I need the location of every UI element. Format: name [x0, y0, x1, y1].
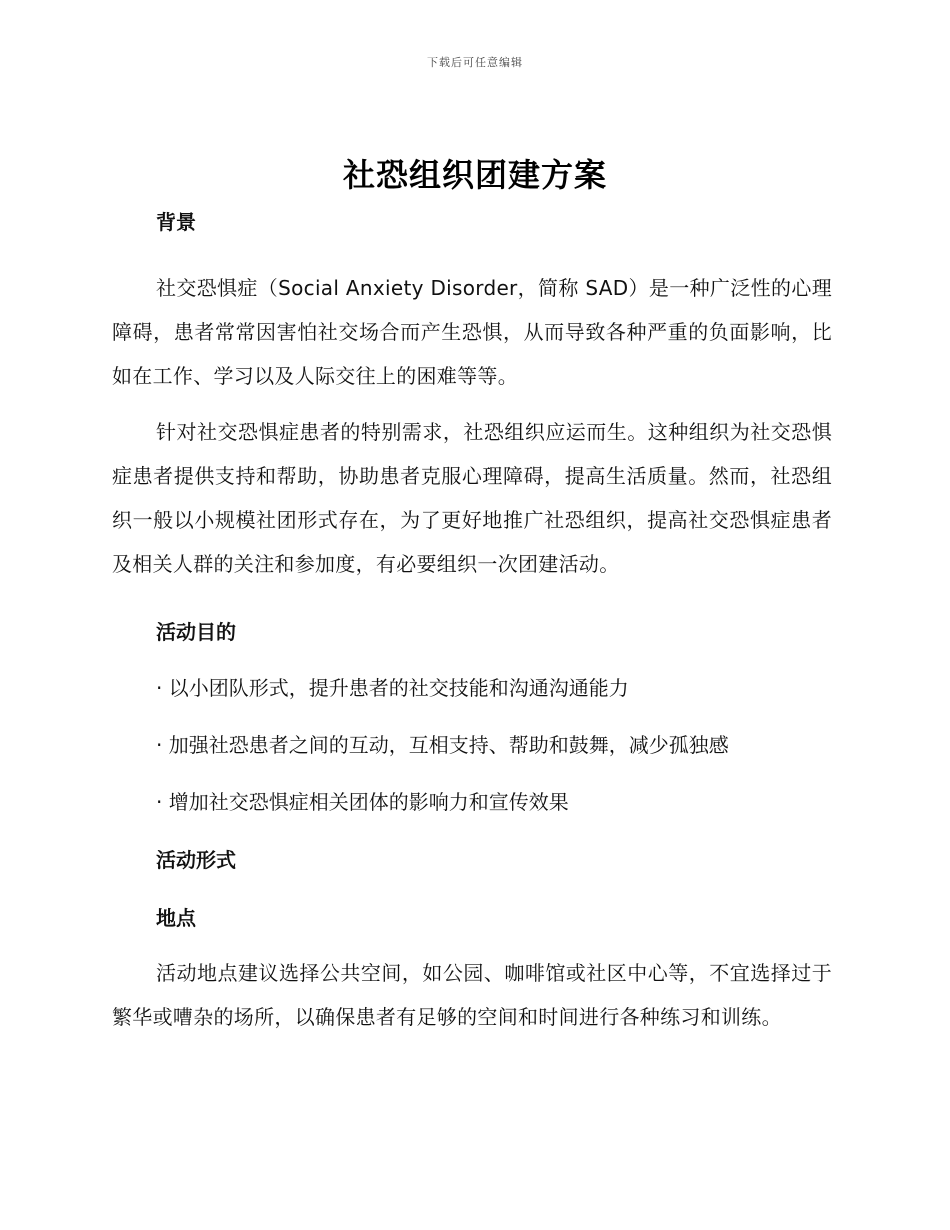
- paragraph-background-1: 社交恐惧症（Social Anxiety Disorder，简称 SAD）是一种广泛性的心理障碍，患者常常因害怕社交场合而产生恐惧，从而导致各种严重的负面影响，比如在工作、学习以及人际交往上的困难等等。: [112, 276, 832, 388]
- header-note: 下载后可任意编辑: [427, 56, 523, 69]
- document-body: [112, 196, 832, 1051]
- purpose-item-2: · 加强社恐患者之间的互动，互相支持、帮助和鼓舞，减少孤独感: [156, 733, 729, 757]
- paragraph-location: 活动地点建议选择公共空间，如公园、咖啡馆或社区中心等，不宜选择过于繁华或嘈杂的场所，以确保患者有足够的空间和时间进行各种练习和训练。: [112, 961, 832, 1029]
- purpose-item-3: · 增加社交恐惧症相关团体的影响力和宣传效果: [156, 790, 569, 814]
- purpose-item-1: · 以小团队形式，提升患者的社交技能和沟通沟通能力: [156, 676, 629, 700]
- document-title: 社恐组织团建方案: [342, 156, 607, 194]
- section-heading-form: 活动形式: [156, 848, 236, 872]
- paragraph-background-2: 针对社交恐惧症患者的特别需求，社恐组织应运而生。这种组织为社交恐惧症患者提供支持和帮助，协助患者克服心理障碍，提高生活质量。然而，社恐组织一般以小规模社团形式存在，为了更好地推广社恐组织，提高社交恐惧症患者及相关人群的关注和参加度，有必要组织一次团建活动。: [112, 420, 832, 576]
- section-heading-location: 地点: [156, 906, 196, 930]
- section-heading-background: 背景: [156, 210, 196, 234]
- section-heading-purpose: 活动目的: [156, 620, 236, 644]
